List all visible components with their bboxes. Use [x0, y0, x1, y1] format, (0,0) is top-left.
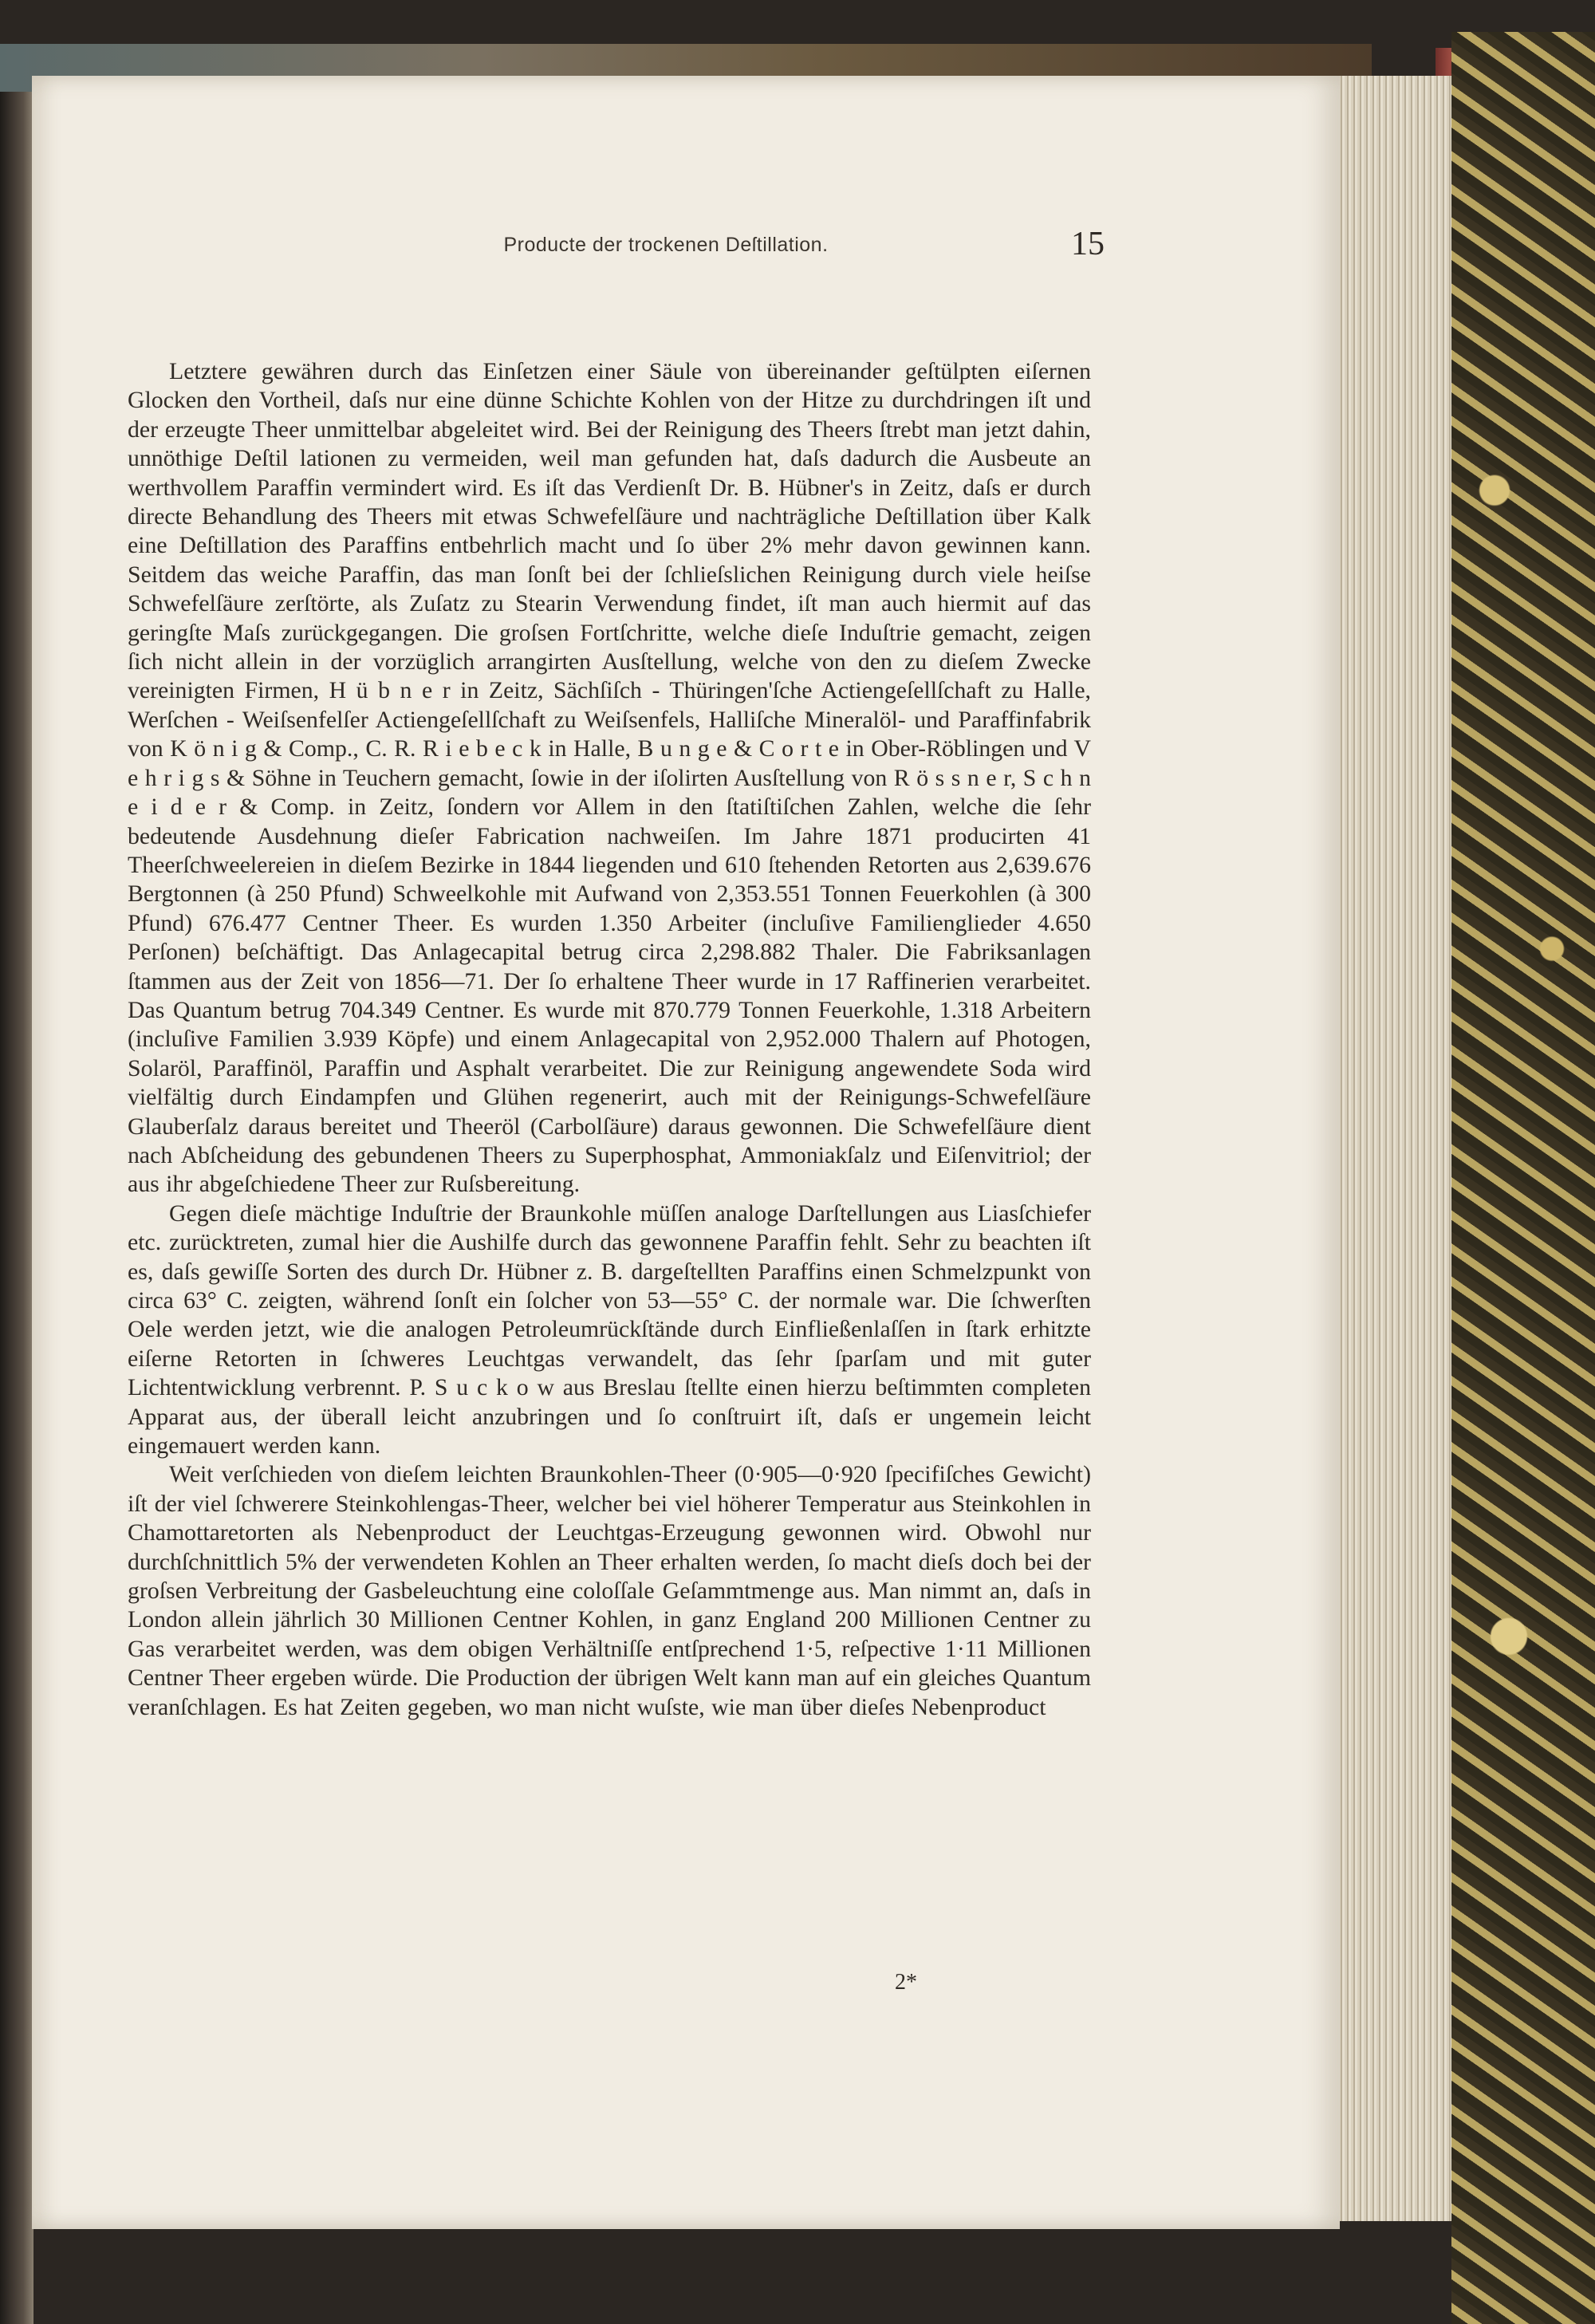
marbled-cover	[1451, 32, 1595, 2324]
body-text	[128, 357, 1091, 1722]
page-number: 15	[1071, 226, 1105, 262]
paragraph-2: Gegen dieſe mächtige Induſtrie der Braunkohle müſſen analoge Darſtellungen aus Liasſchiefer etc. zurücktreten, zumal hier die Aushilfe durch das gewonnene Paraffin fehlt. Sehr zu beachten iſt es, daſs gewiſſe Sorten des durch Dr. Hübner z. B. dargeſtellten Paraffins einen Schmelzpunkt von circa 63° C. zeigten, während ſonſt ein ſolcher von 53—55° C. der normale war. Die ſchwerſten Oele werden jetzt, wie die analogen Petroleumrückſtände durch Einfließenlaſſen in ſtark erhitzte eiſerne Retorten in ſchweres Leuchtgas verwandelt, das ſehr ſparſam und mit guter Lichtentwicklung verbrennt. P. S u c k o w aus Breslau ſtellte einen hierzu beſtimmten completen Apparat aus, der überall leicht anzubringen und ſo conſtruirt iſt, daſs er ungemein leicht eingemauert werden kann.	[128, 1199, 1091, 1459]
paragraph-1: Letztere gewähren durch das Einſetzen einer Säule von übereinander geſtülpten eiſernen Glocken den Vortheil, daſs nur eine dünne Schichte Kohlen von der Hitze zu durchdringen iſt und der erzeugte Theer unmittelbar abgeleitet wird. Bei der Reinigung des Theers ſtrebt man jetzt dahin, unnöthige Deſtil lationen zu vermeiden, weil man gefunden hat, daſs dadurch die Ausbeute an werthvollem Paraffin vermindert wird. Es iſt das Verdienſt Dr. B. Hübner's in Zeitz, daſs er durch directe Behandlung des Theers mit etwas Schwefelſäure und nachträgliche Deſtillation über Kalk eine Deſtillation des Paraffins entbehrlich macht und ſo über 2% mehr davon gewinnen kann. Seitdem das weiche Paraffin, das man ſonſt bei der ſchlieſslichen Reinigung durch viele heiſse Schwefelſäure zerſtörte, als Zuſatz zu Stearin Verwendung findet, iſt man auch hiermit auf das geringſte Maſs zurückgegangen. Die groſsen Fortſchritte, welche dieſe Induſtrie gemacht, zeigen ſich nicht allein in der vorzüglich arrangirten Ausſtellung, welche von den zu dieſem Zwecke vereinigten Firmen, H ü b n e r in Zeitz, Sächſiſch - Thüringen'ſche Actiengeſellſchaft zu Halle, Werſchen - Weiſsenfelſer Actiengeſellſchaft zu Weiſsenfels, Halliſche Mineralöl- und Paraffinfabrik von K ö n i g & Comp., C. R. R i e b e c k in Halle, B u n g e & C o r t e in Ober-Röblingen und V e h r i g s & Söhne in Teuchern gemacht, ſowie in der iſolirten Ausſtellung von R ö s s n e r, S c h n e i d e r & Comp. in Zeitz, ſondern vor Allem in den ſtatiſtiſchen Zahlen, welche die ſehr bedeutende Ausdehnung dieſer Fabrication nachweiſen. Im Jahre 1871 producirten 41 Theerſchweelereien in dieſem Bezirke in 1844 liegenden und 610 ſtehenden Retorten aus 2,639.676 Bergtonnen (à 250 Pfund) Schweelkohle mit Aufwand von 2,353.551 Tonnen Feuerkohlen (à 300 Pfund) 676.477 Centner Theer. Es wurden 1.350 Arbeiter (incluſive Familienglieder 4.650 Perſonen) beſchäftigt. Das Anlagecapital betrug circa 2,298.882 Thaler. Die Fabriksanlagen ſtammen aus der Zeit von 1856—71. Der ſo erhaltene Theer wurde in 17 Raffinerien verarbeitet. Das Quantum betrug 704.349 Centner. Es wurde mit 870.779 Tonnen Feuerkohle, 1.318 Arbeitern (incluſive Familien 3.939 Köpfe) und einem Anlagecapital von 2,952.000 Thalern auf Photogen, Solaröl, Paraffinöl, Paraffin und Asphalt verarbeitet. Die zur Reinigung angewendete Soda wird vielfältig durch Eindampfen und Glühen regenerirt, auch mit der Reinigungs-Schwefelſäure Glauberſalz daraus bereitet und Theeröl (Carbolſäure) daraus gewonnen. Die Schwefelſäure dient nach Abſcheidung des gebundenen Theers zu Superphosphat, Ammoniakſalz und Eiſenvitriol; der aus ihr abgeſchiedene Theer zur Ruſsbereitung.	[128, 358, 1091, 1198]
page-edges	[1332, 76, 1451, 2221]
book-cover-left-edge	[0, 72, 33, 2324]
running-head	[371, 225, 1105, 265]
running-title: Producte der trockenen Deſtillation.	[503, 234, 829, 256]
signature-mark: 2*	[895, 1970, 917, 1995]
paragraph-3: Weit verſchieden von dieſem leichten Braunkohlen-Theer (0·905—0·920 ſpecifiſches Gewicht) iſt der viel ſchwerere Steinkohlengas-Theer, welcher bei viel höherer Temperatur aus Steinkohlen in Chamottaretorten als Nebenproduct der Leuchtgas-Erzeugung gewonnen wird. Obwohl nur durchſchnittlich 5% der verwendeten Kohlen an Theer erhalten werden, ſo macht dieſs doch bei der groſsen Verbreitung der Gasbeleuchtung eine coloſſale Geſammtmenge aus. Man nimmt an, daſs in London allein jährlich 30 Millionen Centner Kohlen, in ganz England 200 Millionen Centner zu Gas verarbeitet werden, was dem obigen Verhältniſſe entſprechend 1·5, reſpective 1·11 Millionen Centner Theer ergeben würde. Die Production der übrigen Welt kann man auf ein gleiches Quantum veranſchlagen. Es hat Zeiten gegeben, wo man nicht wuſste, wie man über dieſes Nebenproduct	[128, 1461, 1091, 1720]
